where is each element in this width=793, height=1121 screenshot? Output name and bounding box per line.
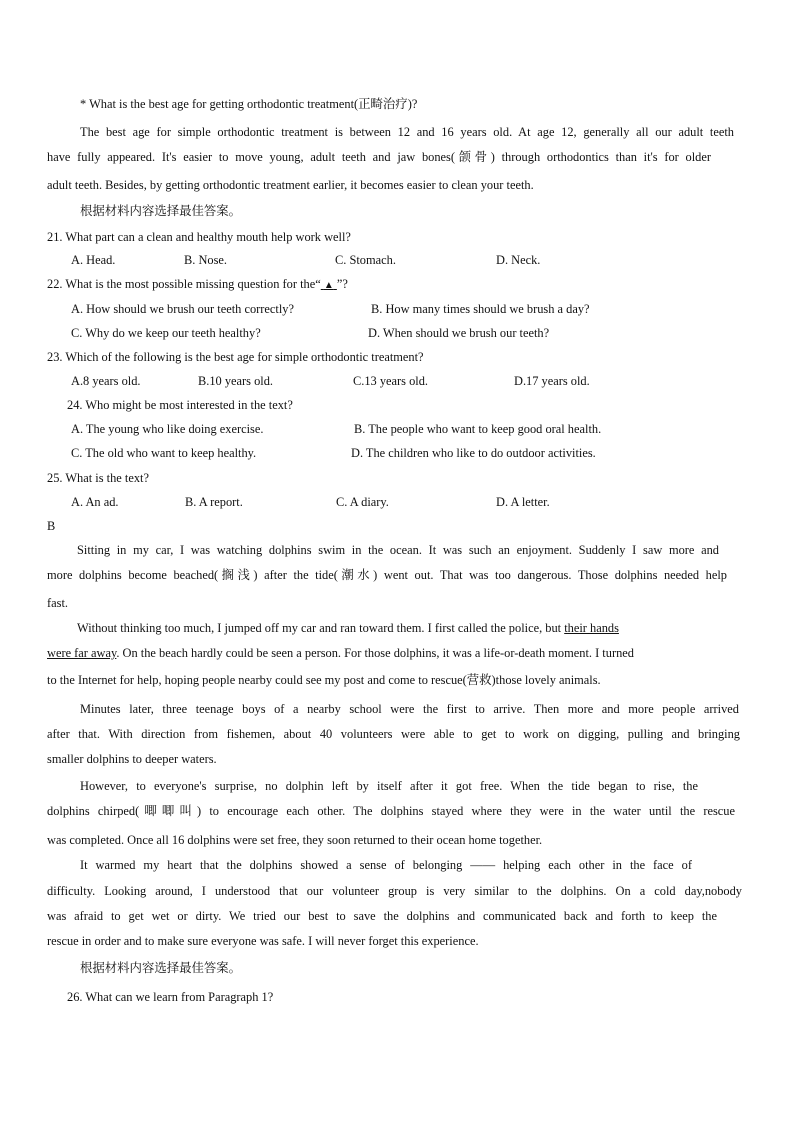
question-24-stem: 24. Who might be most interested in the text? <box>67 398 293 412</box>
question-25-option-a: A. An ad. <box>71 495 119 509</box>
question-22-stem-after: ”? <box>336 277 348 291</box>
question-24-option-b: B. The people who want to keep good oral health. <box>354 422 602 436</box>
underlined-phrase: were far away <box>47 646 117 660</box>
question-21-stem: 21. What part can a clean and healthy mouth help work well? <box>47 230 351 244</box>
question-21-option-a: A. Head. <box>71 253 116 267</box>
paragraph-text: Without thinking too much, I jumped off my car and ran toward them. I first called the police, but <box>77 621 565 635</box>
paragraph-line: dolphins chirped(唧唧叫) to encourage each other. The dolphins stayed where they were in the water until the rescue <box>47 804 735 818</box>
question-21-option-c: C. Stomach. <box>335 253 396 267</box>
paragraph-line: smaller dolphins to deeper waters. <box>47 752 217 766</box>
paragraph-line: more dolphins become beached(搁浅) after the tide(潮水) went out. That was too dangerous. Those dolphins needed help <box>47 568 727 582</box>
question-23-option-c: C.13 years old. <box>353 374 429 388</box>
question-22-option-c: C. Why do we keep our teeth healthy? <box>71 326 261 340</box>
question-21-option-b: B. Nose. <box>184 253 228 267</box>
paragraph-line: fast. <box>47 596 68 610</box>
question-24-option-c: C. The old who want to keep healthy. <box>71 446 257 460</box>
paragraph-text: . On the beach hardly could be seen a person. For those dolphins, it was a life-or-death moment. I turned <box>116 646 634 660</box>
question-22-option-b: B. How many times should we brush a day? <box>371 302 590 316</box>
paragraph-line: However, to everyone's surprise, no dolphin left by itself after it got free. When the tide began to rise, the <box>80 779 698 793</box>
question-22-blank <box>321 277 337 291</box>
paragraph-line: Sitting in my car, I was watching dolphins swim in the ocean. It was such an enjoyment. Suddenly I saw more and <box>77 543 719 557</box>
question-23-option-b: B.10 years old. <box>198 374 274 388</box>
paragraph-line: was afraid to get wet or dirty. We tried our best to save the dolphins and communicated back and forth to keep the <box>47 909 717 923</box>
passage-b-label: B <box>47 519 56 533</box>
paragraph-line: to the Internet for help, hoping people nearby could see my post and come to rescue(营救)those lovely animals. <box>47 673 601 687</box>
paragraph-line: rescue in order and to make sure everyone was safe. I will never forget this experience. <box>47 934 479 948</box>
question-23-option-a: A.8 years old. <box>71 374 141 388</box>
question-25-option-c: C. A diary. <box>336 495 389 509</box>
paragraph-line <box>77 620 619 636</box>
question-23-option-d: D.17 years old. <box>514 374 590 388</box>
section-question-heading: * What is the best age for getting orthodontic treatment(正畸治疗)? <box>80 97 418 111</box>
question-22-stem-before: 22. What is the most possible missing question for the“ <box>47 277 321 291</box>
instruction-text: 根据材料内容选择最佳答案。 <box>80 961 242 975</box>
question-25-option-b: B. A report. <box>185 495 243 509</box>
paragraph-line: difficulty. Looking around, I understood that our volunteer group is very similar to the dolphins. On a cold day,nobody <box>47 884 742 898</box>
paragraph-line: have fully appeared. It's easier to move young, adult teeth and jaw bones(颌骨) through orthodontics than it's for older <box>47 150 711 164</box>
paragraph-line <box>47 645 634 661</box>
question-22-stem <box>47 276 348 294</box>
paragraph-line: Minutes later, three teenage boys of a nearby school were the first to arrive. Then more and more people arrived <box>80 702 739 716</box>
triangle-marker-icon: ▲ <box>323 280 334 291</box>
question-25-option-d: D. A letter. <box>496 495 550 509</box>
question-23-stem: 23. Which of the following is the best age for simple orthodontic treatment? <box>47 350 424 364</box>
paragraph-line: after that. With direction from fishemen, about 40 volunteers were able to get to work on digging, pulling and bringing <box>47 727 740 741</box>
paragraph-line: The best age for simple orthodontic treatment is between 12 and 16 years old. At age 12, generally all our adult teeth <box>80 125 734 139</box>
paragraph-line: adult teeth. Besides, by getting orthodontic treatment earlier, it becomes easier to clean your teeth. <box>47 178 534 192</box>
underlined-phrase: their hands <box>564 621 619 635</box>
question-24-option-d: D. The children who like to do outdoor activities. <box>351 446 596 460</box>
instruction-text: 根据材料内容选择最佳答案。 <box>80 204 242 218</box>
paragraph-line: It warmed my heart that the dolphins showed a sense of belonging —— helping each other in the face of <box>80 858 692 872</box>
question-26-stem: 26. What can we learn from Paragraph 1? <box>67 990 274 1004</box>
paragraph-line: was completed. Once all 16 dolphins were set free, they soon returned to their ocean home together. <box>47 833 543 847</box>
question-22-option-d: D. When should we brush our teeth? <box>368 326 550 340</box>
question-22-option-a: A. How should we brush our teeth correctly? <box>71 302 294 316</box>
question-24-option-a: A. The young who like doing exercise. <box>71 422 264 436</box>
question-25-stem: 25. What is the text? <box>47 471 149 485</box>
question-21-option-d: D. Neck. <box>496 253 541 267</box>
